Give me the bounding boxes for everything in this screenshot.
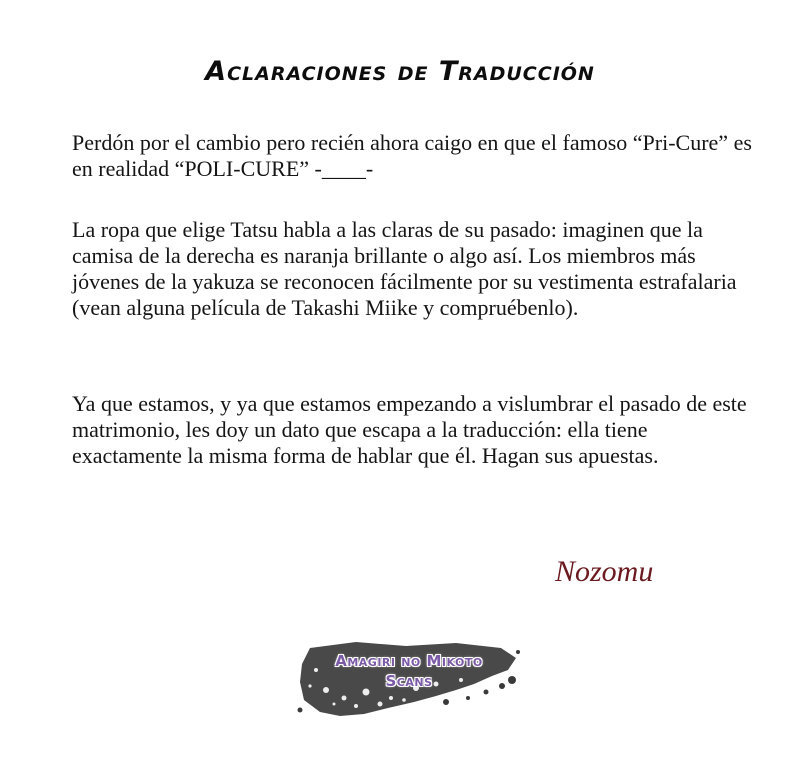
translator-signature: Nozomu [555,555,654,588]
paragraph-2: La ropa que elige Tatsu habla a las claras de su pasado: imaginen que la camisa de la derecha es naranja brillante o algo así. Los miembros más jóvenes de la yakuza se reconocen fácilmente por su vestimenta estrafalaria (vean alguna película de Takashi Miike y compruébenlo). [72,217,737,320]
page-title: Aclaraciones de Traducción [205,56,595,87]
logo-text-line-1: Amagiri no Mikoto [335,652,483,670]
paragraph-3: Ya que estamos, y ya que estamos empezando a vislumbrar el pasado de este matrimonio, les doy un dato que escapa a la traducción: ella tiene exactamente la misma forma de hablar que él. Hagan sus apuestas. [72,391,747,468]
logo-text-line-2: Scans [385,672,433,690]
paragraph-1: Perdón por el cambio pero recién ahora caigo en que el famoso “Pri-Cure” es en realidad “POLI-CURE” -____- [72,130,752,181]
scanlation-logo [296,640,522,718]
